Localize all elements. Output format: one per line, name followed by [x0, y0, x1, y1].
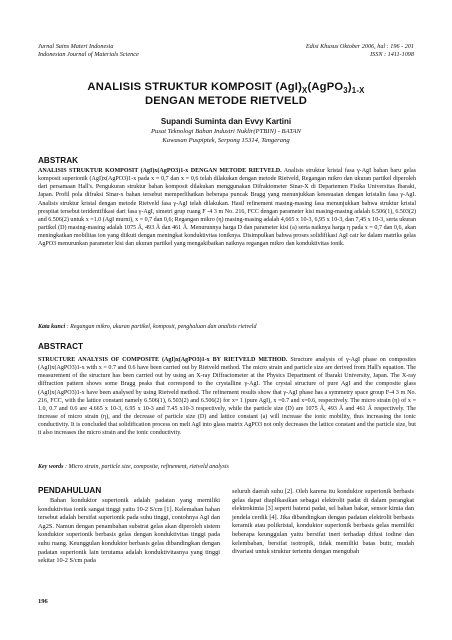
paper-title: ANALISIS STRUKTUR KOMPOSIT $(AgI)_X(AgPO_3)_{1-X}$ DENGAN METODE RIETVELD — [0, 80, 452, 108]
abstract-lead: STRUCTURE ANALYSIS OF COMPOSITE (AgI)x(AgPO3)1-x BY RIETVELD METHOD. — [38, 357, 288, 363]
abstrak-body — [38, 167, 416, 249]
paper-title-line2: DENGAN METODE RIETVELD — [144, 95, 308, 107]
abstract-heading: ABSTRACT — [38, 342, 84, 351]
edition-header — [306, 43, 414, 60]
abstract-body — [38, 356, 416, 438]
abstrak-heading: ABSTRAK — [38, 156, 79, 165]
edition-info: Edisi Khusus Oktober 2006, hal : 196 - 201 — [305, 43, 414, 50]
authors: Supandi Suminta dan Evvy Kartini — [160, 117, 292, 126]
body-column-right — [232, 488, 414, 557]
journal-header — [38, 43, 139, 60]
issn: ISSN : 1411-1098 — [370, 51, 414, 59]
affiliation: Pusat Teknologi Bahan Industri Nuklir(PTBIN) - BATAN Kawasan Puspiptek, Serpong 15314, Tangerang — [151, 128, 301, 144]
kata-kunci: Kata kunci : Regangan mikro, ukuran partikel, komposit, penghaluan dan analisis rietveld — [38, 324, 257, 330]
page-number: 196 — [38, 598, 48, 605]
paragraph: Bahan konduktor superionik adalah padatan yang memiliki konduktivitas ionik sangat tinggi yaitu 10-2 S/cm [1]. Kelemahan bahan tersebut adalah bersifat superionik pada suhu tinggi, contohnya AgI dan Ag2S. Namun dengan penambahan substrat gelas akan diperoleh sistem konduktor superionik berbasis gelas dengan konduktivitas tinggi pada suhu ruang. Keunggulan konduktor berbasis gelas dibandingkan dengan padatan superionik lain terutama adalah konduktivitasnya yang tinggi sekitar 10-2 S/cm pada — [38, 497, 220, 565]
body-column-left — [38, 497, 220, 566]
journal-name-en: Indonesian Journal of Materials Science — [38, 51, 139, 59]
abstrak-lead: ANALISIS STRUKTUR KOMPOSIT (AgI)x(AgPO3)1-x DENGAN METODE RIETVELD. — [38, 168, 282, 174]
abstrak-text: Analisis struktur kristal fasa γ-AgI bahan baru gelas komposit superionik (AgI)x(AgPO3)1-x pada x = 0,7 dan x = 0,6 telah dilakukan dengan metode Rietveld, Regangan mikro dan ukuran partikel diperoleh dari persamaan Hall's. Pengukuran struktur bahan komposit dilakukan menggunakan Difraktometer Sinar-X di Departemen Fisika Universitas Ibaraki, Japan. Profil pola difraksi Sinar-x bahan tersebut memperlihatkan beberapa puncak Bragg yang menunjukkan kesesuaian dengan kristalin fasa γ-AgI. Analisis struktur kristal dengan metode Rietveld fasa γ-AgI telah dilakukan. Hasil refinement masing-masing fasa menunjukkan bahwa struktur kristal prespitat tersebut teridentifikasi dari fasa γ-AgI, simetri grup ruang F -4 3 m No. 216, FCC dengan parameter kisi masing-masing adalah 6.506(1), 6.503(2) and 6.506(2) untuk x =1.0 (AgI murni), x = 0,7 dan 0,6; Regangan mikro (η) masing-masing adalah 4,665 x 10-3, 6,95 x 10-3, dan 7,45 x 10-3, serta ukuran partikel (D) masing-masing adalah 1075 Å, 493 Å dan 461 Å. Menurunnya harga D dan parameter kisi (a) serta naiknya harga η pada x = 0,7 dan 0,6, akan meningkatkan mobilitas ion yang diikuti dengan meningkat konduktivitas ioniknya. Disimpulkan bahwa proses solidifikasi AgI cair ke dalam matriks gelas AgPO3 menurunkan parameter kisi dan ukuran partikel yang mengakibatkan naiknya regangan mikro dan konduktivitas ionik. — [38, 168, 417, 248]
abstract-text: Structure analysis of γ-AgI phase on composites (AgI)x(AgPO3)1-x with x = 0.7 and 0.6 have been carried out by Rietveld method. The micro strain and particle size are derived from Hall's equation. The measurement of the structure has been carried out by using an X-ray Diffractometer at the Physics Department of Ibaraki University, Japan. The X-ray diffraction pattern shows some Bragg peaks that correspond to the crystalline γ-AgI. The crystal structure of pure AgI and the composite glass (AgI)x(AgPO3)1-x have been analysed by using Rietveld method. The refinement results show that γ-AgI phase has a symmetry space group F-4 3 m No. 216, FCC, with the lattice constant namely 6.506(1), 6.503(2) and 6.506(2) for x= 1 (pure AgI), x =0.7 and x=0.6, respectively. The micro strain (η) of x = 1.0, 0.7 and 0.6 are 4.665 x 10-3, 6.95 x 10-3 and 7.45 x10-3 respectively, while the particle size (D) are 1075 Å, 493 Å and 461 Å respectively. The increase of micro strain (η), and the decrease of particle size (D) and lattice constant (a) will increase the ionic mobility, thus increasing the ionic conductivity. It is concluded that solidification process on melt AgI into glass matrix AgPO3 not only decreases the lattice constant and the particle size, but it also increases the micro strain and the ionic conductivity. — [38, 357, 416, 437]
key-words: Key words : Micro strain, particle size, composite, refinement, rietveld analysis — [38, 464, 229, 470]
pendahuluan-heading: PENDAHULUAN — [38, 486, 102, 495]
journal-name: Jurnal Sains Materi Indonesia — [38, 43, 114, 50]
paragraph: seluruh daerah suhu [2]. Oleh karena itu konduktor superionik berbasis gelas dapat diaplikasikan sebagai elektrolit padat di dalam perangkat elektrokimia [3] seperti baterai padat, sel bahan bakar, sensor kimia dan jendela cerdik [4]. Jika dibandingkan dengan padatan elektrolit berbasis keramik atau polikristal, konduktor superionik berbasis gelas memiliki beberapa keunggulan yaitu bersifat inert terhadap difusi iodine dan kelembaban, bersifat isotropik, tidak memiliki batas butir, mudah divariasi untuk struktur tertentu dengan mengubah — [232, 488, 414, 556]
